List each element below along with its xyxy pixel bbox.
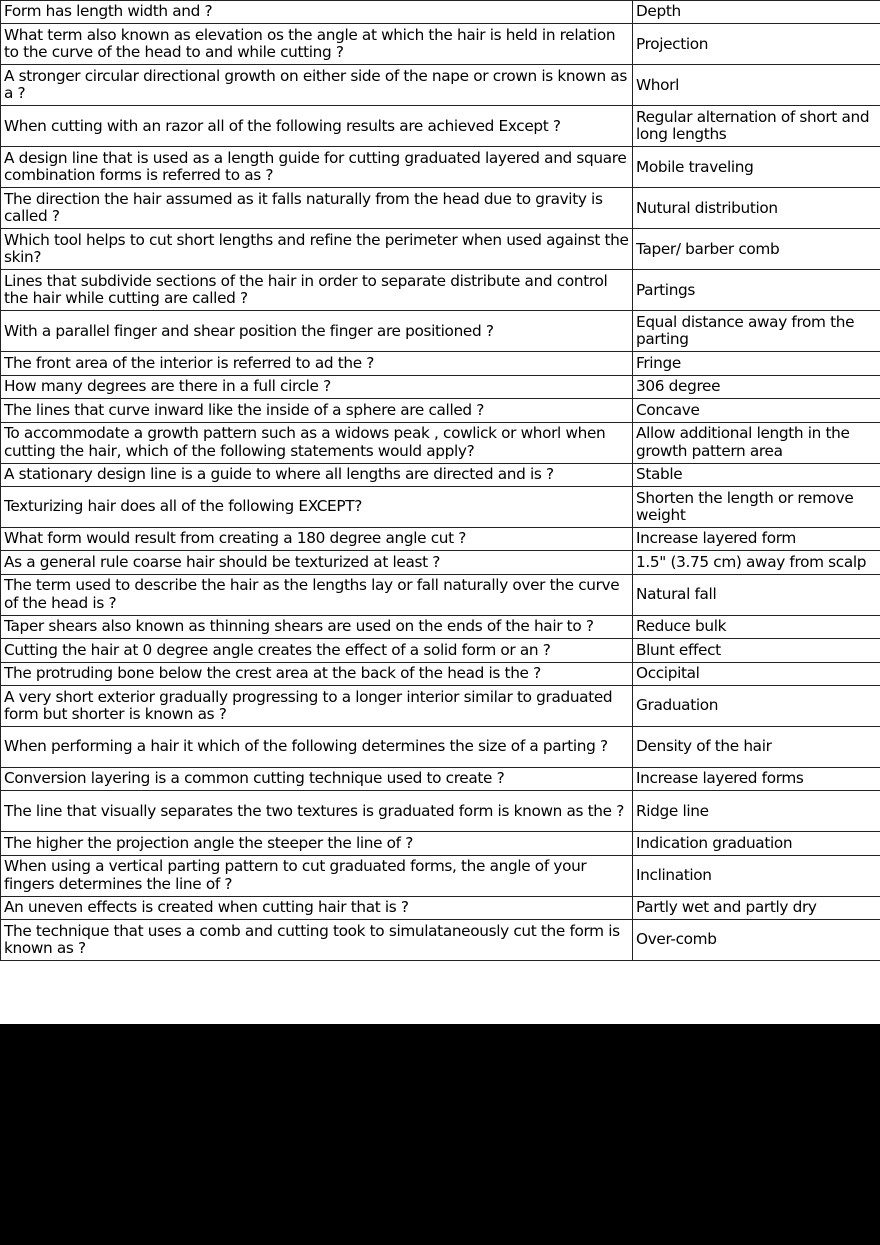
question-cell: The direction the hair assumed as it falls naturally from the head due to gravity is called ? (1, 188, 633, 229)
table-row (1, 486, 880, 527)
answer-cell: Inclination (633, 855, 880, 896)
table-row (1, 399, 880, 422)
question-cell: To accommodate a growth pattern such as a widows peak , cowlick or whorl when cutting the hair, which of the following statements would apply? (1, 422, 633, 463)
question-cell: The lines that curve inward like the inside of a sphere are called ? (1, 399, 633, 422)
answer-cell: Allow additional length in the growth pattern area (633, 422, 880, 463)
answer-cell: Graduation (633, 685, 880, 726)
question-cell: The line that visually separates the two textures is graduated form is known as the ? (1, 791, 633, 832)
table-row (1, 639, 880, 662)
table-row (1, 767, 880, 790)
table-row (1, 855, 880, 896)
answer-cell: Depth (633, 1, 880, 24)
answer-cell: Reduce bulk (633, 615, 880, 638)
answer-cell: Ridge line (633, 791, 880, 832)
question-cell: A stationary design line is a guide to where all lengths are directed and is ? (1, 463, 633, 486)
answer-cell: Stable (633, 463, 880, 486)
answer-cell: Indication graduation (633, 832, 880, 855)
question-cell: An uneven effects is created when cutting hair that is ? (1, 896, 633, 919)
answer-cell: 1.5" (3.75 cm) away from scalp (633, 551, 880, 574)
answer-cell: Increase layered forms (633, 767, 880, 790)
question-cell: When using a vertical parting pattern to cut graduated forms, the angle of your fingers determines the line of ? (1, 855, 633, 896)
table-row (1, 229, 880, 270)
table-row (1, 920, 880, 961)
question-cell: A very short exterior gradually progressing to a longer interior similar to graduated form but shorter is known as ? (1, 685, 633, 726)
question-cell: The protruding bone below the crest area at the back of the head is the ? (1, 662, 633, 685)
table-body (1, 1, 880, 961)
table-row (1, 147, 880, 188)
question-cell: Taper shears also known as thinning shears are used on the ends of the hair to ? (1, 615, 633, 638)
table-row (1, 615, 880, 638)
question-cell: When performing a hair it which of the following determines the size of a parting ? (1, 726, 633, 767)
table-row (1, 574, 880, 615)
table-row (1, 791, 880, 832)
answer-cell: Equal distance away from the parting (633, 311, 880, 352)
answer-cell: Whorl (633, 65, 880, 106)
question-cell: Conversion layering is a common cutting technique used to create ? (1, 767, 633, 790)
table-row (1, 662, 880, 685)
table-row (1, 24, 880, 65)
question-cell: How many degrees are there in a full circle ? (1, 375, 633, 398)
table-row (1, 726, 880, 767)
question-cell: Lines that subdivide sections of the hair in order to separate distribute and control the hair while cutting are called ? (1, 270, 633, 311)
table-row (1, 188, 880, 229)
question-cell: Texturizing hair does all of the following EXCEPT? (1, 486, 633, 527)
table-row (1, 896, 880, 919)
answer-cell: Projection (633, 24, 880, 65)
table-row (1, 832, 880, 855)
table-row (1, 1, 880, 24)
table-row (1, 527, 880, 550)
table-row (1, 352, 880, 375)
answer-cell: Occipital (633, 662, 880, 685)
answer-cell: Over-comb (633, 920, 880, 961)
answer-cell: Fringe (633, 352, 880, 375)
answer-cell: Partings (633, 270, 880, 311)
answer-cell: Concave (633, 399, 880, 422)
question-cell: A design line that is used as a length guide for cutting graduated layered and square combination forms is referred to as ? (1, 147, 633, 188)
answer-cell: Partly wet and partly dry (633, 896, 880, 919)
answer-cell: Regular alternation of short and long lengths (633, 106, 880, 147)
answer-cell: Density of the hair (633, 726, 880, 767)
answer-cell: Natural fall (633, 574, 880, 615)
answer-cell: 306 degree (633, 375, 880, 398)
question-cell: When cutting with an razor all of the following results are achieved Except ? (1, 106, 633, 147)
table-row (1, 311, 880, 352)
question-cell: As a general rule coarse hair should be texturized at least ? (1, 551, 633, 574)
question-cell: The front area of the interior is referred to ad the ? (1, 352, 633, 375)
question-cell: The technique that uses a comb and cutting took to simulataneously cut the form is known as ? (1, 920, 633, 961)
table-row (1, 685, 880, 726)
table-row (1, 463, 880, 486)
answer-cell: Mobile traveling (633, 147, 880, 188)
question-cell: What term also known as elevation os the angle at which the hair is held in relation to the curve of the head to and while cutting ? (1, 24, 633, 65)
black-bottom-band (0, 1024, 880, 1245)
table-row (1, 65, 880, 106)
question-cell: With a parallel finger and shear position the finger are positioned ? (1, 311, 633, 352)
answer-cell: Blunt effect (633, 639, 880, 662)
question-cell: Cutting the hair at 0 degree angle creates the effect of a solid form or an ? (1, 639, 633, 662)
answer-cell: Nutural distribution (633, 188, 880, 229)
question-cell: What form would result from creating a 180 degree angle cut ? (1, 527, 633, 550)
question-cell: Which tool helps to cut short lengths and refine the perimeter when used against the skin? (1, 229, 633, 270)
question-cell: The higher the projection angle the steeper the line of ? (1, 832, 633, 855)
table-row (1, 106, 880, 147)
question-cell: A stronger circular directional growth on either side of the nape or crown is known as a ? (1, 65, 633, 106)
table-row (1, 422, 880, 463)
table-row (1, 270, 880, 311)
answer-cell: Shorten the length or remove weight (633, 486, 880, 527)
answer-cell: Taper/ barber comb (633, 229, 880, 270)
question-cell: Form has length width and ? (1, 1, 633, 24)
question-cell: The term used to describe the hair as the lengths lay or fall naturally over the curve of the head is ? (1, 574, 633, 615)
answer-cell: Increase layered form (633, 527, 880, 550)
table-row (1, 375, 880, 398)
table-row (1, 551, 880, 574)
